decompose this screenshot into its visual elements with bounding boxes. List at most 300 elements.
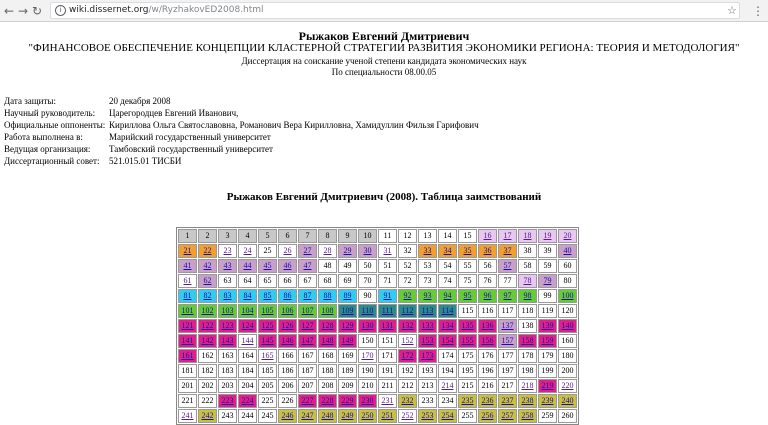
page-cell: 198 <box>518 364 537 378</box>
page-cell: 259 <box>538 409 557 423</box>
page-cell: 217 <box>498 379 517 393</box>
page-cell: 195 <box>458 364 477 378</box>
page-cell[interactable]: 21 <box>178 244 197 258</box>
page-cell: 168 <box>318 349 337 363</box>
page-cell: 55 <box>458 259 477 273</box>
page-cell[interactable]: 113 <box>418 304 437 318</box>
page-cell: 234 <box>438 394 457 408</box>
page-cell: 221 <box>178 394 197 408</box>
meta-value: 20 декабря 2008 <box>109 96 171 106</box>
page-cell[interactable]: 19 <box>538 229 557 243</box>
page-cell[interactable]: 135 <box>458 319 477 333</box>
grid-row <box>178 334 577 348</box>
page-cell[interactable]: 237 <box>498 394 517 408</box>
page-cell[interactable]: 141 <box>178 334 197 348</box>
page-cell: 66 <box>278 274 297 288</box>
page-cell[interactable]: 134 <box>438 319 457 333</box>
page-cell: 233 <box>418 394 437 408</box>
page-cell[interactable]: 159 <box>538 334 557 348</box>
page-cell: 74 <box>438 274 457 288</box>
meta-value: Марийский государственный университет <box>109 132 271 142</box>
page-cell: 207 <box>298 379 317 393</box>
page-cell[interactable]: 124 <box>238 319 257 333</box>
page-cell[interactable]: 79 <box>538 274 557 288</box>
page-cell: 245 <box>258 409 277 423</box>
page-cell: 171 <box>378 349 397 363</box>
page-cell[interactable]: 37 <box>498 244 517 258</box>
page-cell[interactable]: 125 <box>258 319 277 333</box>
page-cell[interactable]: 89 <box>338 289 357 303</box>
page-cell: 174 <box>438 349 457 363</box>
page-cell: 180 <box>558 349 577 363</box>
page-cell: 50 <box>358 259 377 273</box>
star-icon[interactable]: ☆ <box>727 4 737 17</box>
page-cell[interactable]: 248 <box>318 409 337 423</box>
page-cell[interactable]: 144 <box>238 334 257 348</box>
page-cell[interactable]: 95 <box>458 289 477 303</box>
page-cell: 188 <box>318 364 337 378</box>
page-cell: 6 <box>278 229 297 243</box>
meta-row <box>4 155 479 167</box>
page-cell[interactable]: 249 <box>338 409 357 423</box>
page-cell[interactable]: 253 <box>418 409 437 423</box>
page-cell[interactable]: 137 <box>498 319 517 333</box>
page-cell[interactable]: 131 <box>378 319 397 333</box>
page-cell: 213 <box>418 379 437 393</box>
page-cell[interactable]: 16 <box>478 229 497 243</box>
page-cell[interactable]: 122 <box>198 319 217 333</box>
page-cell[interactable]: 17 <box>498 229 517 243</box>
page-cell: 11 <box>378 229 397 243</box>
page-cell[interactable]: 133 <box>418 319 437 333</box>
meta-row <box>4 95 479 107</box>
page-cell[interactable]: 214 <box>438 379 457 393</box>
page-cell[interactable]: 35 <box>458 244 477 258</box>
page-cell[interactable]: 173 <box>418 349 437 363</box>
page-cell[interactable]: 227 <box>298 394 317 408</box>
page-cell[interactable]: 42 <box>198 259 217 273</box>
grid-row <box>178 349 577 363</box>
page-cell[interactable]: 126 <box>278 319 297 333</box>
page-cell: 117 <box>498 304 517 318</box>
page-cell[interactable]: 156 <box>478 334 497 348</box>
page-cell: 119 <box>538 304 557 318</box>
page-cell: 194 <box>438 364 457 378</box>
page-cell[interactable]: 24 <box>238 244 257 258</box>
page-cell: 189 <box>338 364 357 378</box>
page-cell: 260 <box>558 409 577 423</box>
url-text[interactable]: wiki.dissernet.org/w/RyzhakovED2008.html <box>69 5 264 15</box>
meta-row <box>4 143 479 155</box>
address-bar[interactable] <box>50 2 740 19</box>
page-cell: 12 <box>398 229 417 243</box>
page-cell: 90 <box>358 289 377 303</box>
page-cell[interactable]: 231 <box>378 394 397 408</box>
page-cell[interactable]: 143 <box>218 334 237 348</box>
page-cell[interactable]: 82 <box>198 289 217 303</box>
page-cell[interactable]: 107 <box>298 304 317 318</box>
page-cell[interactable]: 36 <box>478 244 497 258</box>
page-cell[interactable]: 78 <box>518 274 537 288</box>
page-cell[interactable]: 158 <box>518 334 537 348</box>
meta-label: Официальные оппоненты: <box>4 120 106 130</box>
meta-value: Царегородцев Евгений Иванович, <box>109 108 239 118</box>
page-cell[interactable]: 92 <box>398 289 417 303</box>
page-cell: 9 <box>338 229 357 243</box>
page-cell[interactable]: 43 <box>218 259 237 273</box>
page-cell[interactable]: 256 <box>478 409 497 423</box>
page-cell: 179 <box>538 349 557 363</box>
meta-label: Научный руководитель: <box>4 108 96 118</box>
page-cell[interactable]: 229 <box>338 394 357 408</box>
page-cell: 13 <box>418 229 437 243</box>
page-cell: 208 <box>318 379 337 393</box>
page-cell[interactable]: 254 <box>438 409 457 423</box>
page-cell[interactable]: 154 <box>438 334 457 348</box>
page-cell[interactable]: 87 <box>298 289 317 303</box>
page-cell: 80 <box>558 274 577 288</box>
page-cell[interactable]: 172 <box>398 349 417 363</box>
page-cell[interactable]: 129 <box>338 319 357 333</box>
page-cell[interactable]: 140 <box>558 319 577 333</box>
page-cell: 71 <box>378 274 397 288</box>
page-cell[interactable]: 238 <box>518 394 537 408</box>
table-title: Рыжаков Евгений Дмитриевич (2008). Таблица заимствований <box>226 191 542 203</box>
page-cell: 72 <box>398 274 417 288</box>
browser-toolbar <box>0 0 768 22</box>
page-cell: 203 <box>218 379 237 393</box>
page-cell: 63 <box>218 274 237 288</box>
page-cell[interactable]: 127 <box>298 319 317 333</box>
page-cell: 164 <box>238 349 257 363</box>
page-cell[interactable]: 62 <box>198 274 217 288</box>
page-cell: 64 <box>238 274 257 288</box>
page-cell[interactable]: 33 <box>418 244 437 258</box>
page-cell: 226 <box>278 394 297 408</box>
grid-row <box>178 304 577 318</box>
page-cell: 69 <box>338 274 357 288</box>
grid-row <box>178 229 577 243</box>
page-cell[interactable]: 88 <box>318 289 337 303</box>
page-cell[interactable]: 142 <box>198 334 217 348</box>
page-cell[interactable]: 106 <box>278 304 297 318</box>
page-cell[interactable]: 96 <box>478 289 497 303</box>
page-cell[interactable]: 30 <box>358 244 377 258</box>
page-cell[interactable]: 240 <box>558 394 577 408</box>
page-cell[interactable]: 170 <box>358 349 377 363</box>
page-cell: 115 <box>458 304 477 318</box>
page-cell: 211 <box>378 379 397 393</box>
page-cell[interactable]: 149 <box>338 334 357 348</box>
grid-row <box>178 319 577 333</box>
page-cell[interactable]: 40 <box>558 244 577 258</box>
page-cell: 68 <box>318 274 337 288</box>
page-cell: 32 <box>398 244 417 258</box>
page-cell: 51 <box>378 259 397 273</box>
page-cell[interactable]: 97 <box>498 289 517 303</box>
page-cell: 67 <box>298 274 317 288</box>
page-cell: 75 <box>458 274 477 288</box>
page-cell[interactable]: 153 <box>418 334 437 348</box>
meta-row <box>4 131 479 143</box>
page-cell[interactable]: 136 <box>478 319 497 333</box>
page-cell: 162 <box>198 349 217 363</box>
page-cell: 201 <box>178 379 197 393</box>
page-cell[interactable]: 112 <box>398 304 417 318</box>
page-cell: 38 <box>518 244 537 258</box>
grid-row <box>178 379 577 393</box>
page-cell[interactable]: 27 <box>298 244 317 258</box>
meta-label: Ведущая организация: <box>4 144 91 154</box>
page-cell: 178 <box>518 349 537 363</box>
page-cell: 10 <box>358 229 377 243</box>
page-cell[interactable]: 246 <box>278 409 297 423</box>
page-cell: 255 <box>458 409 477 423</box>
page-cell: 77 <box>498 274 517 288</box>
page-cell[interactable]: 34 <box>438 244 457 258</box>
page-cell: 1 <box>178 229 197 243</box>
page-cell: 118 <box>518 304 537 318</box>
page-cell[interactable]: 28 <box>318 244 337 258</box>
metadata-block <box>4 95 479 167</box>
page-cell: 197 <box>498 364 517 378</box>
page-cell[interactable]: 228 <box>318 394 337 408</box>
page-cell[interactable]: 110 <box>358 304 377 318</box>
page-cell: 160 <box>558 334 577 348</box>
page-cell: 59 <box>538 259 557 273</box>
page-cell[interactable]: 104 <box>238 304 257 318</box>
page-cell: 25 <box>258 244 277 258</box>
page-cell[interactable]: 130 <box>358 319 377 333</box>
page-cell: 166 <box>278 349 297 363</box>
page-cell[interactable]: 100 <box>558 289 577 303</box>
grid-row <box>178 364 577 378</box>
meta-value: Кириллова Ольга Святославовна, Романович Вера Кирилловна, Хамидуллин Фильзя Гарифович <box>109 120 479 130</box>
page-cell[interactable]: 145 <box>258 334 277 348</box>
page-cell[interactable]: 57 <box>498 259 517 273</box>
page-cell: 120 <box>558 304 577 318</box>
page-cell: 222 <box>198 394 217 408</box>
page-cell[interactable]: 83 <box>218 289 237 303</box>
page-cell[interactable]: 94 <box>438 289 457 303</box>
page-cell: 7 <box>298 229 317 243</box>
page-cell[interactable]: 111 <box>378 304 397 318</box>
grid-row <box>178 244 577 258</box>
page-cell[interactable]: 241 <box>178 409 197 423</box>
page-cell[interactable]: 161 <box>178 349 197 363</box>
page-cell: 8 <box>318 229 337 243</box>
page-cell[interactable]: 148 <box>318 334 337 348</box>
page-cell[interactable]: 157 <box>498 334 517 348</box>
page-cell: 56 <box>478 259 497 273</box>
page-cell: 177 <box>498 349 517 363</box>
page-cell[interactable]: 224 <box>238 394 257 408</box>
page-cell[interactable]: 121 <box>178 319 197 333</box>
page-cell[interactable]: 26 <box>278 244 297 258</box>
page-grid <box>176 227 579 425</box>
page-cell: 184 <box>238 364 257 378</box>
page-cell[interactable]: 147 <box>298 334 317 348</box>
page-cell: 5 <box>258 229 277 243</box>
page-cell: 244 <box>238 409 257 423</box>
page-cell[interactable]: 44 <box>238 259 257 273</box>
page-cell: 169 <box>338 349 357 363</box>
page-cell: 60 <box>558 259 577 273</box>
meta-label: Работа выполнена в: <box>4 132 83 142</box>
specialty-line: По специальности 08.00.05 <box>331 67 437 77</box>
grid-row <box>178 259 577 273</box>
page-cell: 14 <box>438 229 457 243</box>
page-cell[interactable]: 23 <box>218 244 237 258</box>
meta-label: Дата защиты: <box>4 96 56 106</box>
page-cell: 210 <box>358 379 377 393</box>
page-cell[interactable]: 101 <box>178 304 197 318</box>
grid-row <box>178 409 577 423</box>
page-cell: 181 <box>178 364 197 378</box>
kebab-menu-icon[interactable]: ⋮ <box>752 4 764 18</box>
page-cell: 185 <box>258 364 277 378</box>
page-cell: 186 <box>278 364 297 378</box>
page-cell: 76 <box>478 274 497 288</box>
page-cell: 225 <box>258 394 277 408</box>
grid-row <box>178 394 577 408</box>
page-cell[interactable]: 114 <box>438 304 457 318</box>
page-cell[interactable]: 29 <box>338 244 357 258</box>
page-cell[interactable]: 247 <box>298 409 317 423</box>
page-cell: 151 <box>378 334 397 348</box>
page-cell: 215 <box>458 379 477 393</box>
page-cell: 3 <box>218 229 237 243</box>
page-cell: 196 <box>478 364 497 378</box>
dissertation-title: "ФИНАНСОВОЕ ОБЕСПЕЧЕНИЕ КОНЦЕПЦИИ КЛАСТЕРНОЙ СТРАТЕГИИ РАЗВИТИЯ ЭКОНОМИКИ РЕГИОНА: ТЕОРИЯ И МЕТОДОЛОГИЯ" <box>28 42 740 54</box>
forward-arrow-icon[interactable]: → <box>18 4 29 18</box>
page-cell: 212 <box>398 379 417 393</box>
page-cell[interactable]: 128 <box>318 319 337 333</box>
page-cell: 175 <box>458 349 477 363</box>
page-cell[interactable]: 218 <box>518 379 537 393</box>
page-cell[interactable]: 146 <box>278 334 297 348</box>
page-cell[interactable]: 232 <box>398 394 417 408</box>
page-cell[interactable]: 85 <box>258 289 277 303</box>
page-cell[interactable]: 46 <box>278 259 297 273</box>
meta-row <box>4 107 479 119</box>
page-cell[interactable]: 242 <box>198 409 217 423</box>
page-cell: 39 <box>538 244 557 258</box>
page-cell: 192 <box>398 364 417 378</box>
page-cell: 4 <box>238 229 257 243</box>
page-cell[interactable]: 165 <box>258 349 277 363</box>
page-cell[interactable]: 105 <box>258 304 277 318</box>
page-cell[interactable]: 91 <box>378 289 397 303</box>
page-cell: 243 <box>218 409 237 423</box>
page-cell[interactable]: 252 <box>398 409 417 423</box>
page-cell: 52 <box>398 259 417 273</box>
page-cell[interactable]: 139 <box>538 319 557 333</box>
info-icon[interactable]: i <box>55 5 66 16</box>
page-cell[interactable]: 45 <box>258 259 277 273</box>
page-cell: 206 <box>278 379 297 393</box>
page-cell[interactable]: 152 <box>398 334 417 348</box>
page-cell: 2 <box>198 229 217 243</box>
page-cell: 99 <box>538 289 557 303</box>
author-name: Рыжаков Евгений Дмитриевич <box>298 29 470 43</box>
page-cell: 200 <box>558 364 577 378</box>
page-cell[interactable]: 236 <box>478 394 497 408</box>
page-cell[interactable]: 123 <box>218 319 237 333</box>
page-cell: 49 <box>338 259 357 273</box>
page-cell[interactable]: 22 <box>198 244 217 258</box>
page-cell[interactable]: 103 <box>218 304 237 318</box>
page-cell[interactable]: 31 <box>378 244 397 258</box>
page-cell: 58 <box>518 259 537 273</box>
page-cell: 116 <box>478 304 497 318</box>
page-cell[interactable]: 20 <box>558 229 577 243</box>
meta-row <box>4 119 479 131</box>
page-cell: 65 <box>258 274 277 288</box>
page-cell[interactable]: 47 <box>298 259 317 273</box>
page-cell: 54 <box>438 259 457 273</box>
page-cell[interactable]: 155 <box>458 334 477 348</box>
page-cell: 163 <box>218 349 237 363</box>
page-cell: 70 <box>358 274 377 288</box>
meta-value: 521.015.01 ТИСБИ <box>109 156 182 166</box>
page-cell: 150 <box>358 334 377 348</box>
page-cell[interactable]: 109 <box>338 304 357 318</box>
page-cell[interactable]: 220 <box>558 379 577 393</box>
grid-row <box>178 289 577 303</box>
reload-icon[interactable]: ↻ <box>32 4 43 18</box>
page-cell[interactable]: 41 <box>178 259 197 273</box>
page-cell: 190 <box>358 364 377 378</box>
page-cell[interactable]: 230 <box>358 394 377 408</box>
page-cell[interactable]: 61 <box>178 274 197 288</box>
page-cell[interactable]: 258 <box>518 409 537 423</box>
page-cell: 73 <box>418 274 437 288</box>
page-cell: 216 <box>478 379 497 393</box>
page-cell[interactable]: 250 <box>358 409 377 423</box>
page-cell[interactable]: 86 <box>278 289 297 303</box>
back-arrow-icon[interactable]: ← <box>4 4 15 18</box>
page-cell[interactable]: 257 <box>498 409 517 423</box>
page-cell[interactable]: 102 <box>198 304 217 318</box>
page-cell[interactable]: 219 <box>538 379 557 393</box>
page-cell[interactable]: 18 <box>518 229 537 243</box>
page-cell: 15 <box>458 229 477 243</box>
meta-value: Тамбовский государственный университет <box>109 144 273 154</box>
page-cell[interactable]: 223 <box>218 394 237 408</box>
grid-row <box>178 274 577 288</box>
page-cell[interactable]: 108 <box>318 304 337 318</box>
page-cell: 48 <box>318 259 337 273</box>
page-cell: 205 <box>258 379 277 393</box>
page-cell[interactable]: 81 <box>178 289 197 303</box>
page-cell[interactable]: 84 <box>238 289 257 303</box>
page-cell: 183 <box>218 364 237 378</box>
page-cell: 204 <box>238 379 257 393</box>
page-cell: 191 <box>378 364 397 378</box>
page-cell[interactable]: 251 <box>378 409 397 423</box>
page-cell[interactable]: 239 <box>538 394 557 408</box>
page-cell: 138 <box>518 319 537 333</box>
page-cell[interactable]: 98 <box>518 289 537 303</box>
page-cell: 199 <box>538 364 557 378</box>
page-cell: 187 <box>298 364 317 378</box>
page-cell[interactable]: 132 <box>398 319 417 333</box>
page-cell[interactable]: 93 <box>418 289 437 303</box>
page-cell: 167 <box>298 349 317 363</box>
page-cell[interactable]: 235 <box>458 394 477 408</box>
meta-label: Диссертационный совет: <box>4 156 100 166</box>
